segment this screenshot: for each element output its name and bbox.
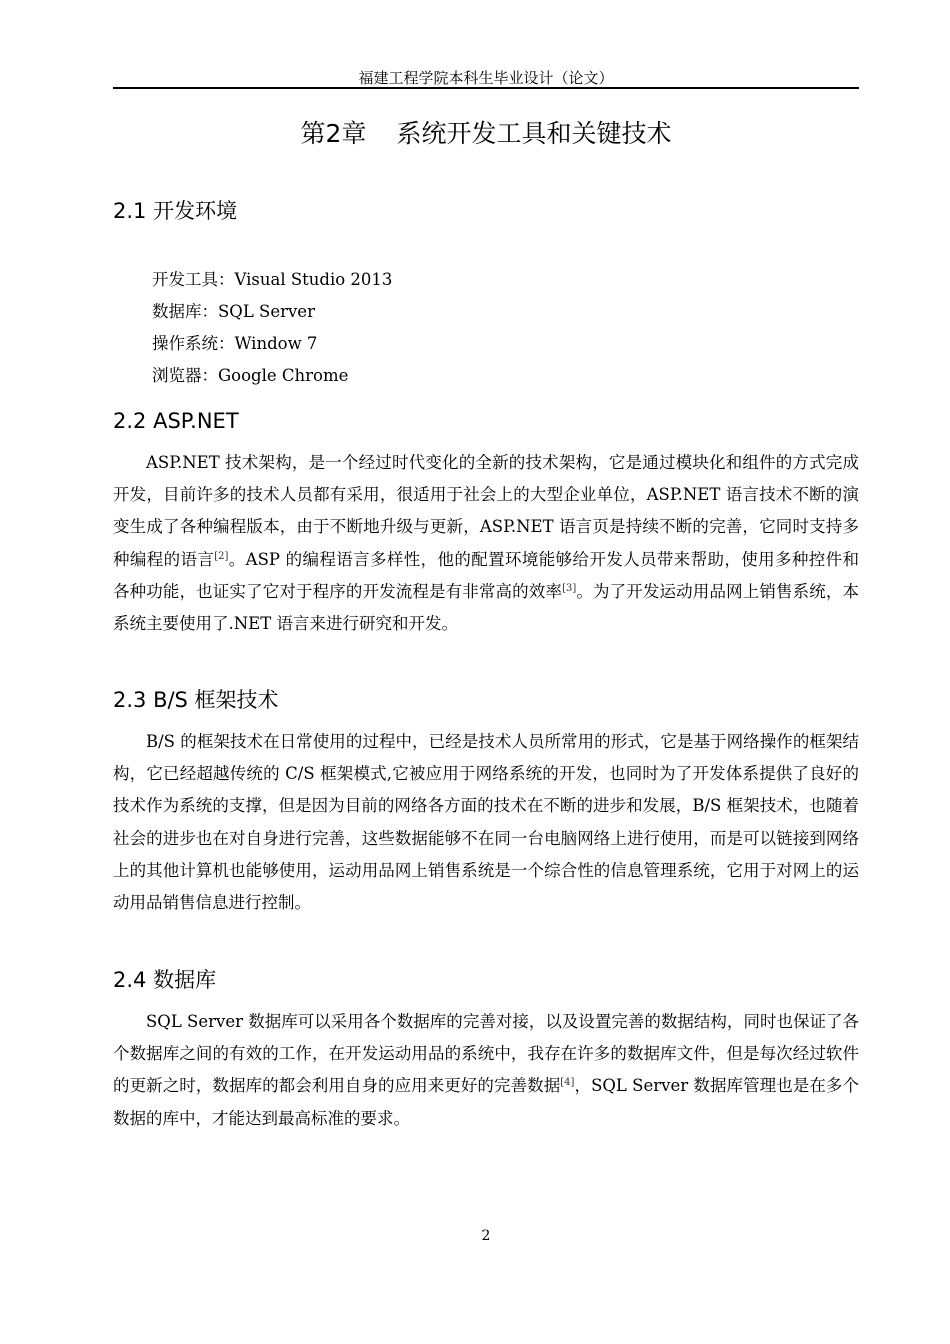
paragraph-bs-framework: B/S 的框架技术在日常使用的过程中，已经是技术人员所常用的形式，它是基于网络操作的框架结构，它已经超越传统的 C/S 框架模式,它被应用于网络系统的开发，也同时为了开发体系提供了良好的技术作为系统的支撑，但是因为目前的网络各方面的技术在不断的进步和发展，B/S 框架技术，也随着社会的进步也在对自身进行完善，这些数据能够不在同一台电脑网络上进行使用，而是可以链接到网络上的其他计算机也能够使用，运动用品网上销售系统是一个综合性的信息管理系统，它用于对网上的运动用品销售信息进行控制。: [113, 732, 859, 913]
section-title-2-2: 2.2 ASP.NET: [113, 409, 239, 433]
citation-ref: [2]: [214, 550, 229, 562]
chapter-title: [113, 117, 859, 151]
paragraph-database: SQL Server 数据库可以采用各个数据库的完善对接，以及设置完善的数据结构，同时也保证了各个数据库之间的有效的工作，在开发运动用品的系统中，我存在许多的数据库文件，但是每次经过软件的更新之时，数据库的都会利用自身的应用来更好的完善数据[4]，SQL Server 数据库管理也是在多个数据的库中，才能达到最高标准的要求。: [113, 1012, 859, 1128]
env-dev-tool: 开发工具：Visual Studio 2013: [152, 270, 393, 289]
page-header: 福建工程学院本科生毕业设计（论文）: [358, 69, 614, 87]
env-database: 数据库：SQL Server: [152, 302, 315, 321]
chapter-name: 系统开发工具和关键技术: [396, 119, 672, 148]
section-title-2-4: 2.4 数据库: [113, 968, 217, 992]
citation-ref: [4]: [560, 1077, 575, 1089]
chapter-number: 第2章: [300, 119, 367, 148]
citation-ref: [3]: [562, 582, 577, 594]
env-browser: 浏览器：Google Chrome: [152, 366, 349, 385]
page-number: 2: [481, 1228, 491, 1244]
header-rule: [113, 87, 859, 89]
section-title-2-3: 2.3 B/S 框架技术: [113, 688, 279, 712]
section-title-2-1: 2.1 开发环境: [113, 199, 238, 223]
paragraph-aspnet: ASP.NET 技术架构，是一个经过时代变化的全新的技术架构，它是通过模块化和组件的方式完成开发，目前许多的技术人员都有采用，很适用于社会上的大型企业单位，ASP.NET 语言技术不断的演变生成了各种编程版本，由于不断地升级与更新，ASP.NET 语言页是持续不断的完善，它同时支持多种编程的语言[2]。ASP 的编程语言多样性，他的配置环境能够给开发人员带来帮助，使用多种控件和各种功能，也证实了它对于程序的开发流程是有非常高的效率[3]。为了开发运动用品网上销售系统，本系统主要使用了.NET 语言来进行研究和开发。: [113, 453, 860, 634]
env-os: 操作系统：Window 7: [152, 334, 318, 353]
